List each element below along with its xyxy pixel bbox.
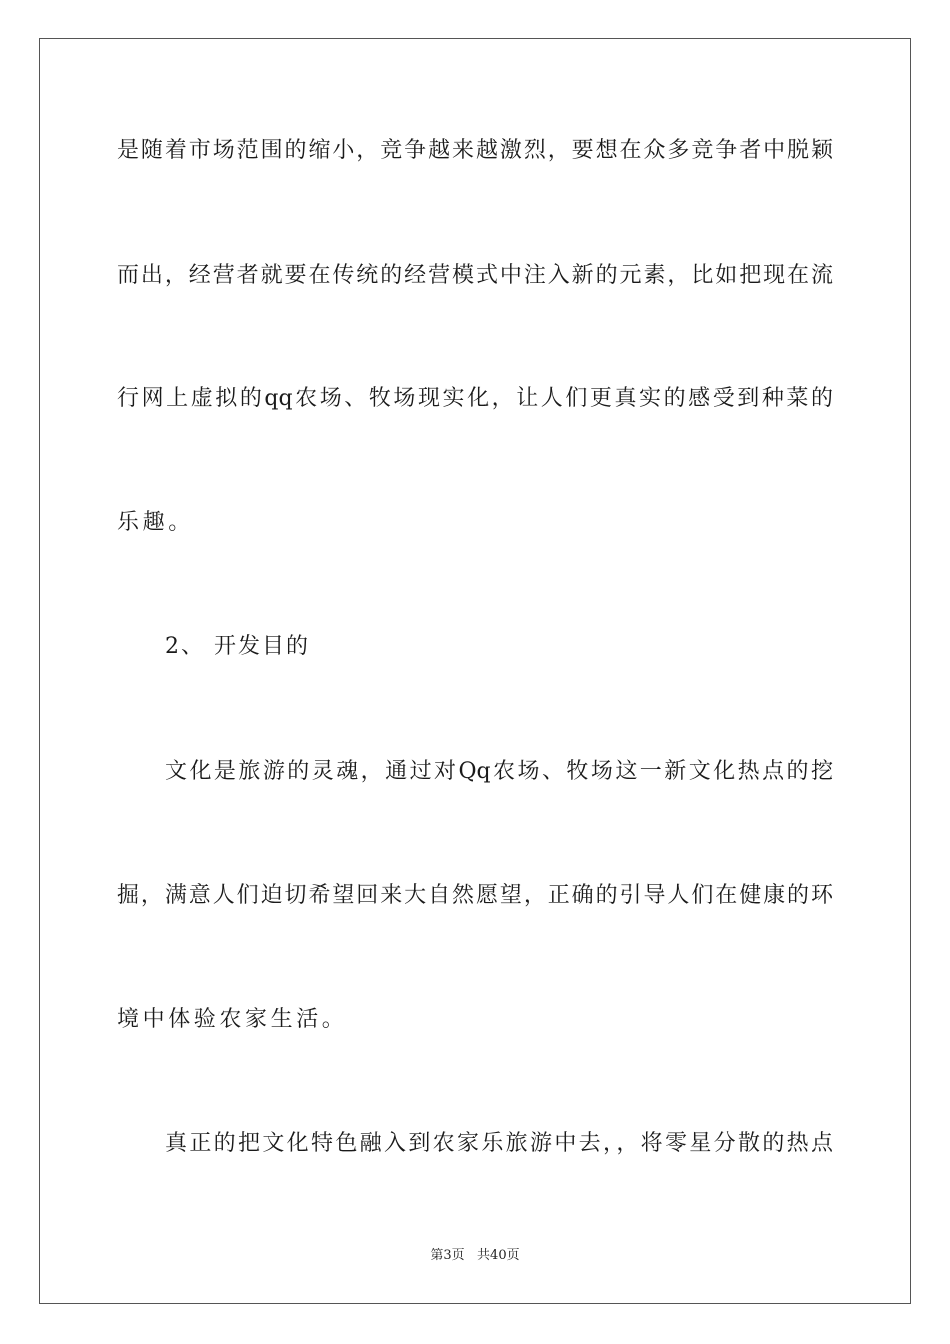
- paragraph-1-line-4: 乐趣。: [117, 510, 194, 535]
- paragraph-2-line-1: 文化是旅游的灵魂，通过对Qq农场、牧场这一新文化热点的挖: [165, 759, 833, 784]
- page-border: [39, 38, 911, 1304]
- paragraph-2-line-3: 境中体验农家生活。: [117, 1007, 348, 1032]
- paragraph-3-line-1: 真正的把文化特色融入到农家乐旅游中去，，将零星分散的热点: [165, 1131, 833, 1156]
- page-number-footer: 第3页 共40页: [430, 1248, 520, 1263]
- paragraph-1-line-2: 而出，经营者就要在传统的经营模式中注入新的元素，比如把现在流: [117, 263, 833, 288]
- section-heading: 2、 开发目的: [165, 634, 310, 659]
- paragraph-1-line-1: 是随着市场范围的缩小，竞争越来越激烈，要想在众多竞争者中脱颖: [117, 138, 833, 163]
- paragraph-1-line-3: 行网上虚拟的qq农场、牧场现实化，让人们更真实的感受到种菜的: [117, 386, 833, 411]
- paragraph-2-line-2: 掘，满意人们迫切希望回来大自然愿望，正确的引导人们在健康的环: [117, 883, 833, 908]
